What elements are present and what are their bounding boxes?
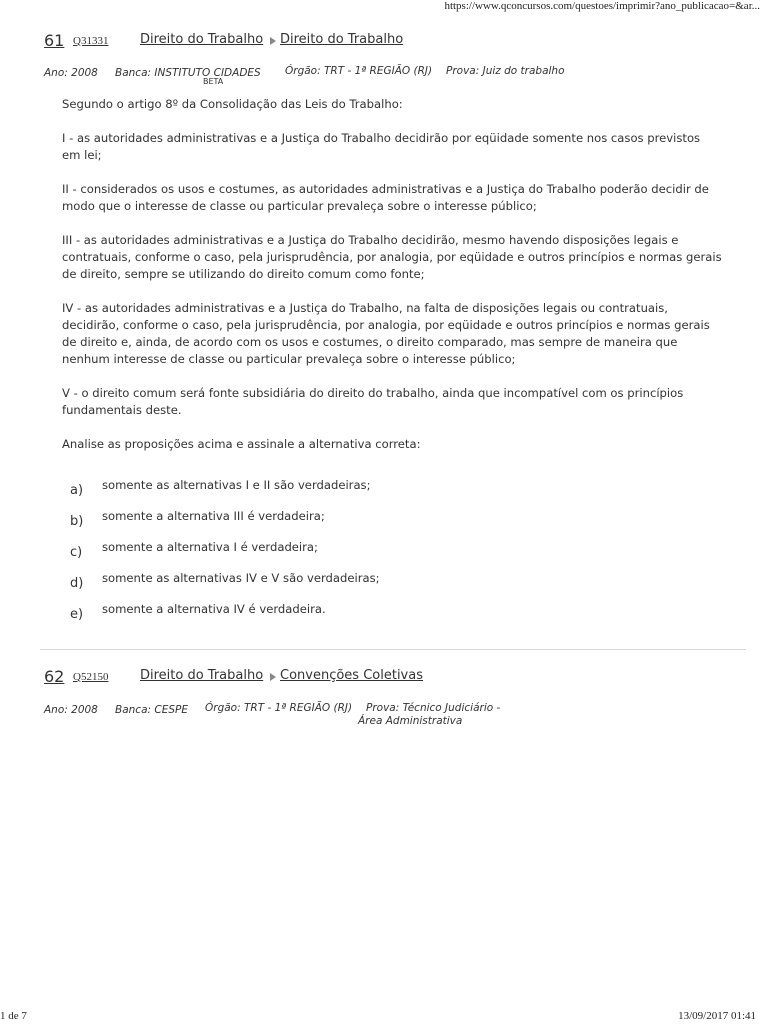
year-label: Ano: 2008 bbox=[44, 67, 98, 79]
question-divider bbox=[40, 649, 746, 650]
page-counter: 1 de 7 bbox=[0, 1010, 27, 1022]
statement-paragraph: IV - as autoridades administrativas e a Justiça do Trabalho, na falta de disposições legais ou contratuais, decidirão, conforme o caso, pela jurisprudência, por analogia, por eqüidade e outros princípios e normas gerais de direito e, ainda, de acordo com os usos e costumes, o direito comparado, mas sempre de maneira que nenhum interesse de classe ou particular prevaleça sobre o interesse público; bbox=[62, 301, 710, 366]
option-text: somente a alternativa I é verdadeira; bbox=[102, 540, 318, 554]
statement-paragraph: Segundo o artigo 8º da Consolidação das Leis do Trabalho: bbox=[62, 97, 403, 111]
answer-option-e[interactable] bbox=[70, 602, 710, 633]
prova-label: Prova: Técnico Judiciário - bbox=[366, 702, 501, 714]
option-text: somente as alternativas IV e V são verdadeiras; bbox=[102, 571, 380, 585]
year-label: Ano: 2008 bbox=[44, 704, 98, 716]
statement-paragraph: II - considerados os usos e costumes, as autoridades administrativas e a Justiça do Trabalho poderão decidir de modo que o interesse de classe ou particular prevaleça sobre o interesse público; bbox=[62, 182, 709, 213]
subject-link[interactable]: Direito do Trabalho bbox=[140, 668, 264, 683]
question-statement bbox=[62, 96, 722, 453]
answer-option-b[interactable] bbox=[70, 509, 710, 540]
answer-option-a[interactable] bbox=[70, 478, 710, 509]
beta-badge: BETA bbox=[203, 77, 224, 86]
breadcrumb-arrow-icon bbox=[270, 673, 276, 681]
statement-paragraph: V - o direito comum será fonte subsidiária do direito do trabalho, ainda que incompatível com os princípios fundamentais deste. bbox=[62, 386, 684, 417]
question-number[interactable]: 62 bbox=[44, 667, 65, 686]
question-code-link[interactable]: Q52150 bbox=[73, 671, 109, 683]
subject-link[interactable]: Direito do Trabalho bbox=[140, 32, 264, 47]
banca-label: Banca: CESPE bbox=[115, 704, 188, 716]
print-datetime: 13/09/2017 01:41 bbox=[678, 1010, 756, 1022]
prova-label: Prova: Juiz do trabalho bbox=[446, 65, 565, 77]
option-text: somente a alternativa IV é verdadeira. bbox=[102, 602, 326, 616]
option-letter: a) bbox=[70, 483, 84, 498]
option-letter: e) bbox=[70, 607, 84, 622]
question-code-link[interactable]: Q31331 bbox=[73, 35, 109, 47]
statement-paragraph: I - as autoridades administrativas e a Justiça do Trabalho decidirão por eqüidade somente nos casos previstos em lei; bbox=[62, 131, 701, 162]
answer-options bbox=[70, 478, 710, 633]
option-letter: c) bbox=[70, 545, 83, 560]
topic-link[interactable]: Direito do Trabalho bbox=[280, 32, 404, 47]
option-letter: d) bbox=[70, 576, 84, 591]
answer-option-d[interactable] bbox=[70, 571, 710, 602]
option-text: somente as alternativas I e II são verdadeiras; bbox=[102, 478, 371, 492]
banca-label: Banca: INSTITUTO CIDADES bbox=[115, 67, 261, 79]
orgao-label: Órgão: TRT - 1ª REGIÃO (RJ) bbox=[205, 702, 353, 714]
statement-paragraph: III - as autoridades administrativas e a Justiça do Trabalho decidirão, mesmo havendo disposições legais e contratuais, conforme o caso, pela jurisprudência, por analogia, por eqüidade e outros princípios e normas gerais de direito, sempre se utilizando do direito comum como fonte; bbox=[62, 233, 722, 281]
answer-option-c[interactable] bbox=[70, 540, 710, 571]
orgao-label: Órgão: TRT - 1ª REGIÃO (RJ) bbox=[285, 65, 433, 77]
option-letter: b) bbox=[70, 514, 84, 529]
statement-paragraph: Analise as proposições acima e assinale a alternativa correta: bbox=[62, 437, 421, 451]
prova-label-continued: Área Administrativa bbox=[358, 715, 463, 727]
topic-link[interactable]: Convenções Coletivas bbox=[280, 668, 423, 683]
question-number[interactable]: 61 bbox=[44, 31, 65, 50]
print-footer bbox=[0, 1008, 768, 1024]
option-text: somente a alternativa III é verdadeira; bbox=[102, 509, 325, 523]
print-header-url: https://www.qconcursos.com/questoes/imprimir?ano_publicacao=&ar... bbox=[444, 0, 760, 12]
breadcrumb-arrow-icon bbox=[270, 37, 276, 45]
